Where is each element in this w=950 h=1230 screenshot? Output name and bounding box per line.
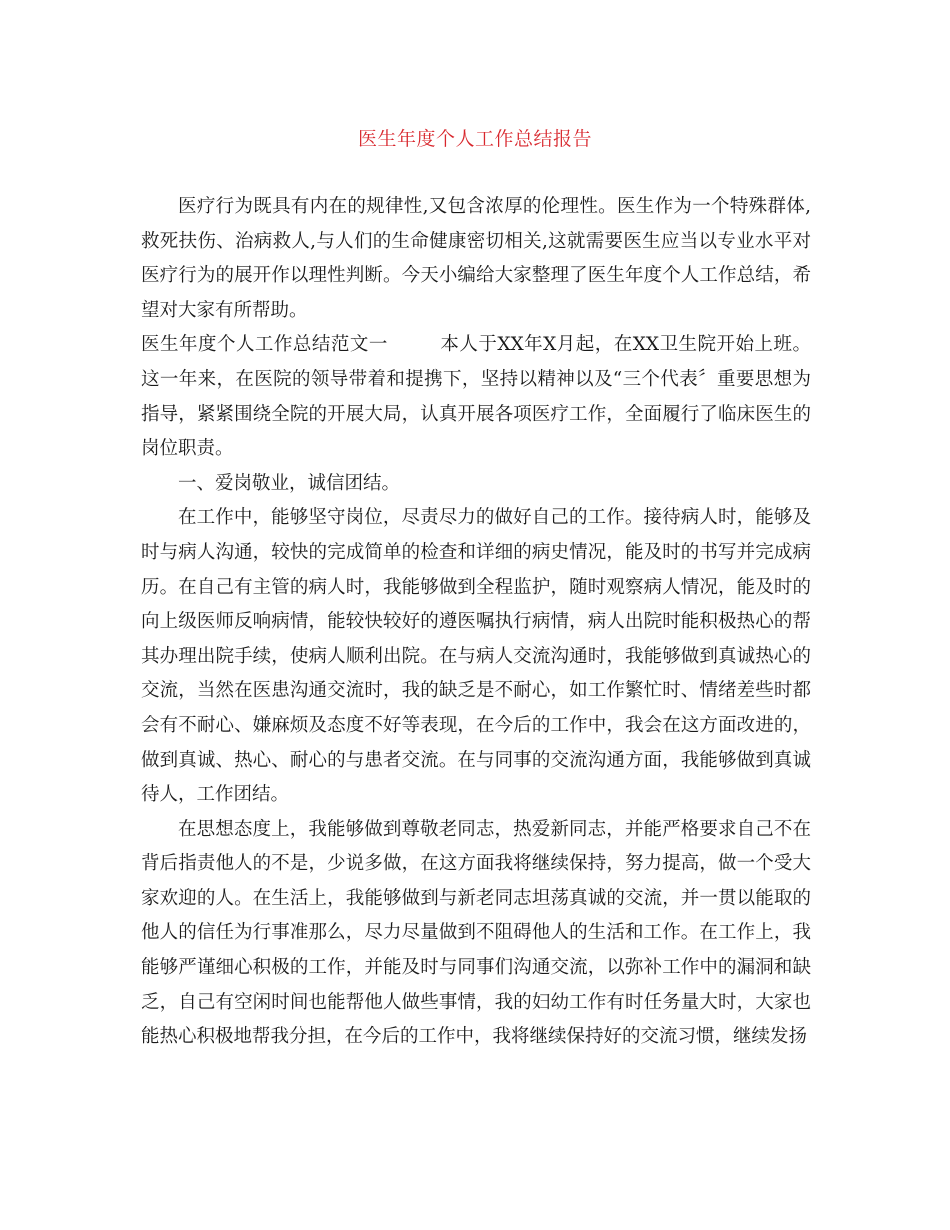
- intro-paragraph: 医疗行为既具有内在的规律性,又包含浓厚的伦理性。医生作为一个特殊群体,救死扶伤、治病救人,与人们的生命健康密切相关,这就需要医生应当以专业水平对医疗行为的展开作以理性判断。今天小编给大家整理了医生年度个人工作总结，希望对大家有所帮助。: [141, 196, 811, 321]
- sample-paragraph: [141, 328, 811, 466]
- document-title: 医生年度个人工作总结报告: [357, 128, 592, 150]
- sample-heading: 医生年度个人工作总结范文一: [141, 334, 388, 356]
- sample-opening: 本人于XX年X月起，在XX卫生院开始上班。这一年来，在医院的领导带着和提携下，坚持以精神以及“三个代表〞重要思想为指导，紧紧围绕全院的开展大局，认真开展各项医疗工作，全面履行了临床医生的岗位职责。: [141, 334, 811, 460]
- document-body: [141, 190, 811, 1055]
- attitude-paragraph: 在思想态度上，我能够做到尊敬老同志，热爱新同志，并能严格要求自己不在背后指责他人的不是，少说多做，在这方面我将继续保持，努力提高，做一个受大家欢迎的人。在生活上，我能够做到与新老同志坦荡真诚的交流，并一贯以能取的他人的信任为行事准那么，尽力尽量做到不阻碍他人的生活和工作。在工作上，我能够严谨细心积极的工作，并能及时与同事们沟通交流，以弥补工作中的漏洞和缺乏，自己有空闲时间也能帮他人做些事情，我的妇幼工作有时任务量大时，大家也能热心积极地帮我分担，在今后的工作中，我将继续保持好的交流习惯，继续发扬: [141, 818, 811, 1048]
- section-one-body: 在工作中，能够坚守岗位，尽责尽力的做好自己的工作。接待病人时，能够及时与病人沟通，较快的完成简单的检查和详细的病史情况，能及时的书写并完成病历。在自己有主管的病人时，我能够做到全程监护，随时观察病人情况，能及时的向上级医师反响病情，能较快较好的遵医嘱执行病情，病人出院时能积极热心的帮其办理出院手续，使病人顺利出院。在与病人交流沟通时，我能够做到真诚热心的交流，当然在医患沟通交流时，我的缺乏是不耐心，如工作繁忙时、情绪差些时都会有不耐心、嫌麻烦及态度不好等表现，在今后的工作中，我会在这方面改进的，做到真诚、热心、耐心的与患者交流。在与同事的交流沟通方面，我能够做到真诚待人，工作团结。: [141, 507, 811, 806]
- section-one-heading: 一、爱岗敬业，诚信团结。: [178, 472, 401, 494]
